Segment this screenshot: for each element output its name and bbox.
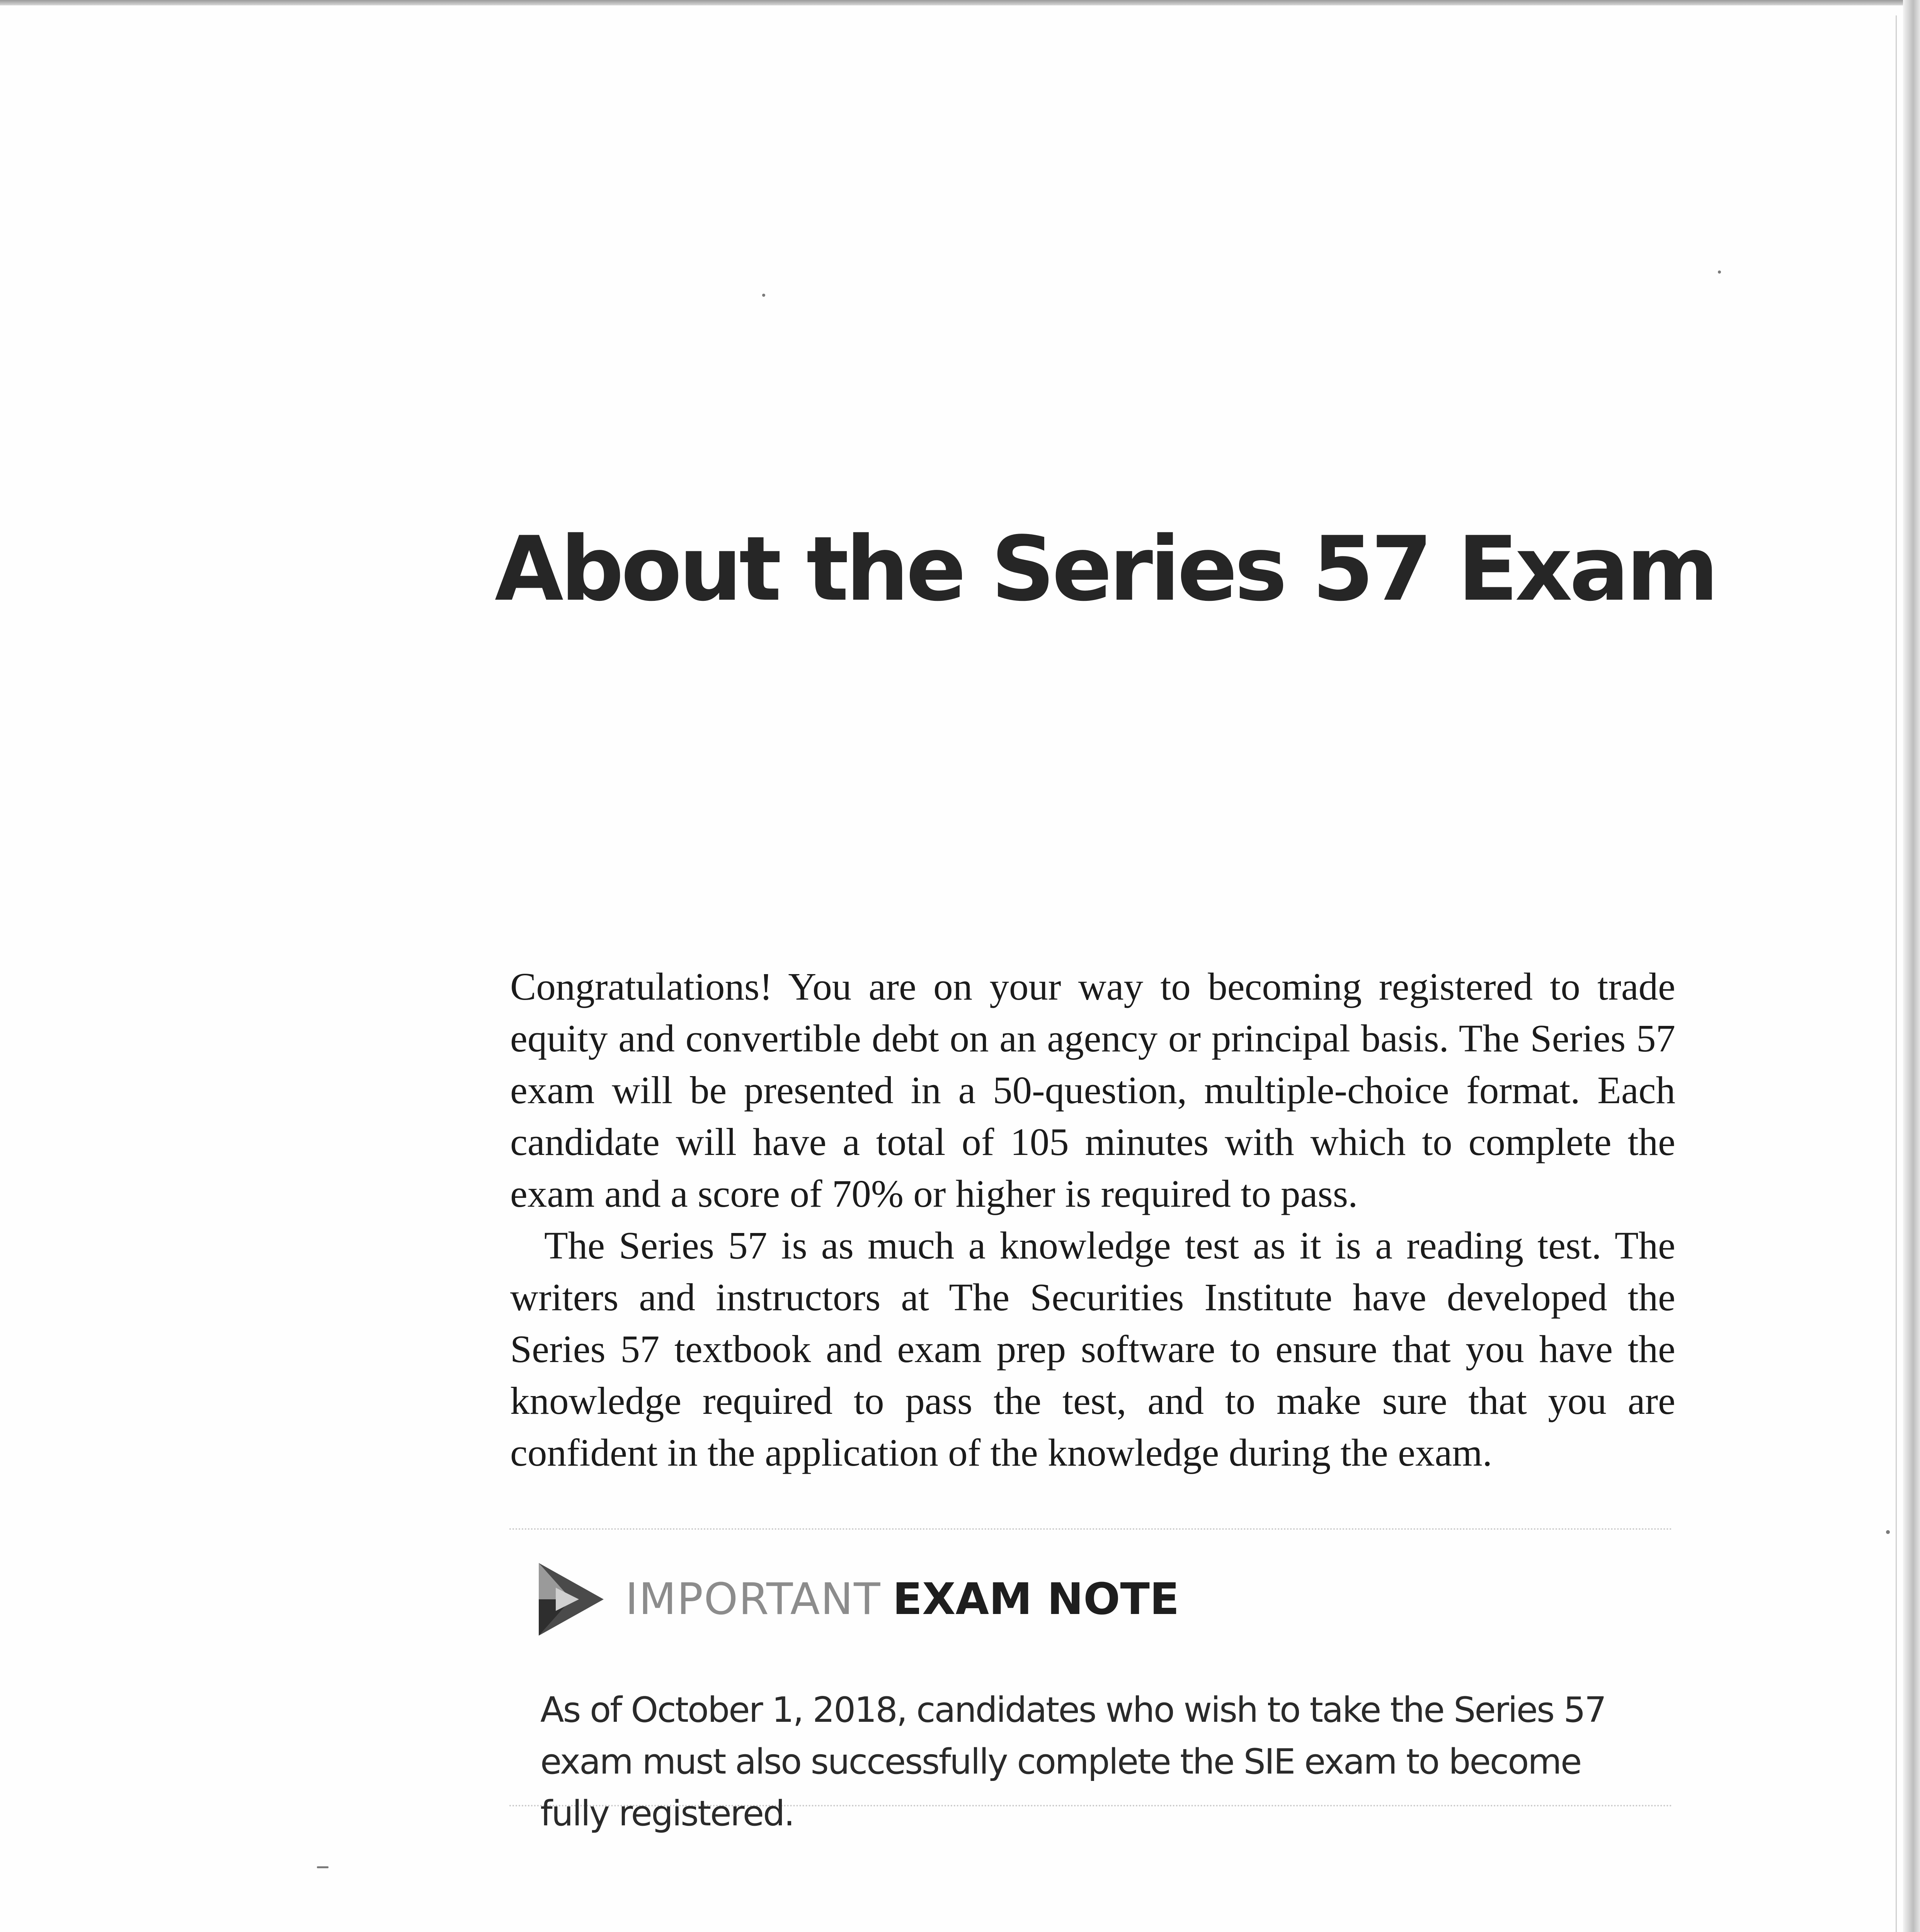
scan-top-edge (0, 0, 1920, 5)
intro-paragraph-2: The Series 57 is as much a knowledge test as it is a reading test. The writers and instructors at The Securities Institute have developed the Series 57 textbook and exam prep software to ensure that you have the knowledge required to pass the test, and to make sure that you are confident in the application of the knowledge during the exam. (510, 1224, 1675, 1474)
note-header (533, 1561, 1179, 1638)
chapter-title: About the Series 57 Exam (495, 518, 1716, 621)
important-exam-note (509, 1528, 1673, 1834)
note-text: As of October 1, 2018, candidates who wish to take the Series 57 exam must also successfully complete the SIE exam to become fully registered. (540, 1690, 1606, 1834)
intro-section (510, 961, 1675, 1478)
scan-right-edge (1903, 0, 1920, 1932)
scan-speck (1718, 270, 1721, 274)
scan-edge-line (1896, 15, 1897, 1932)
arrow-play-icon (533, 1557, 610, 1642)
scan-speck (317, 1866, 329, 1868)
scan-speck (1886, 1530, 1890, 1534)
note-label-important: IMPORTANT (625, 1574, 881, 1624)
note-label-exam-note: EXAM NOTE (892, 1574, 1180, 1624)
intro-paragraph-1: Congratulations! You are on your way to becoming registered to trade equity and convertible debt on an agency or principal basis. The Series 57 exam will be presented in a 50-question, multiple-choice format. Each candidate will have a total of 105 minutes with which to complete the exam and a score of 70% or higher is required to pass. (510, 965, 1675, 1215)
scan-speck (762, 294, 765, 297)
